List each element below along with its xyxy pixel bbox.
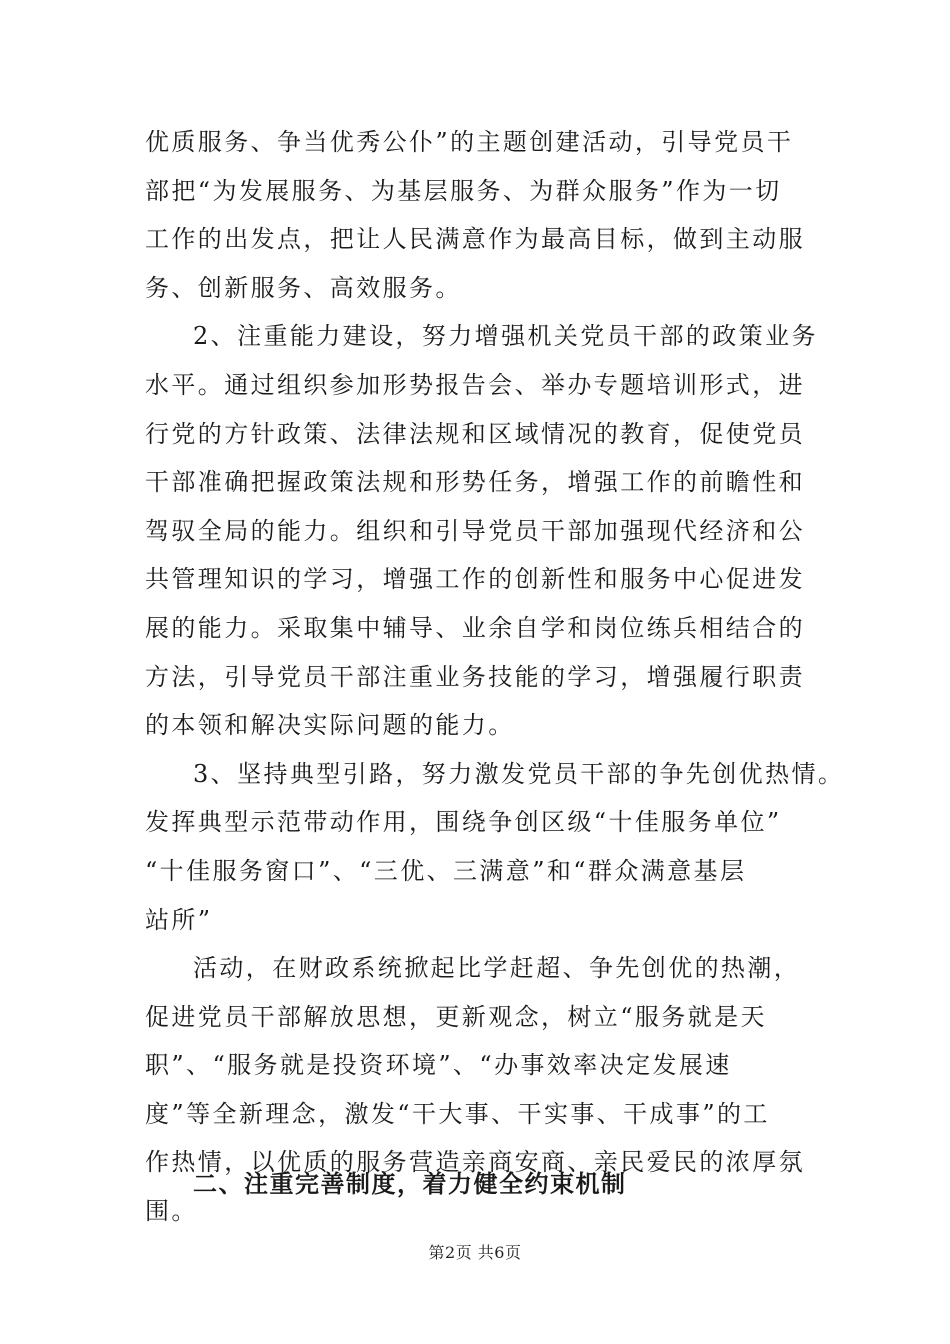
- paragraph-line: 部把“为发展服务、为基层服务、为群众服务”作为一切: [145, 176, 782, 205]
- paragraph-line: 的本领和解决实际问题的能力。: [145, 711, 515, 740]
- paragraph-line: 共管理知识的学习，增强工作的创新性和服务中心促进发: [145, 565, 805, 594]
- paragraph-line: 2、注重能力建设，努力增强机关党员干部的政策业务: [193, 322, 818, 351]
- paragraph-line: 优质服务、争当优秀公仆”的主题创建活动，引导党员干: [145, 128, 794, 156]
- paragraph-line: 促进党员干部解放思想，更新观念，树立“服务就是天: [145, 1002, 767, 1031]
- paragraph-line: 展的能力。采取集中辅导、业余自学和岗位练兵相结合的: [145, 613, 805, 642]
- document-body: [145, 118, 845, 1236]
- paragraph-line: 干部准确把握政策法规和形势任务，增强工作的前瞻性和: [145, 468, 805, 497]
- paragraph-line: 职”、“服务就是投资环境”、“办事效率决定发展速: [145, 1051, 732, 1080]
- paragraph-line: 活动，在财政系统掀起比学赶超、争先创优的热潮，: [193, 954, 801, 983]
- paragraph-line: 行党的方针政策、法律法规和区域情况的教育，促使党员: [145, 419, 805, 448]
- body-paragraph: [145, 312, 818, 749]
- paragraph-line: 度”等全新理念，激发“干大事、干实事、干成事”的工: [145, 1099, 770, 1128]
- paragraph-line: 水平。通过组织参加形势报告会、举办专题培训形式，进: [145, 370, 805, 399]
- paragraph-line: 作热情，以优质的服务营造亲商安商、亲民爱民的浓厚氛: [145, 1148, 805, 1177]
- body-paragraph: [145, 118, 815, 312]
- paragraph-line: 工作的出发点，把让人民满意作为最高目标，做到主动服: [145, 225, 805, 254]
- section-heading: 二、注重完善制度，着力健全约束机制: [193, 1170, 627, 1198]
- paragraph-line: 方法，引导党员干部注重业务技能的学习，增强履行职责: [145, 662, 805, 691]
- page-footer: 第2页 共6页: [428, 1243, 522, 1262]
- paragraph-line: 驾驭全局的能力。组织和引导党员干部加强现代经济和公: [145, 516, 805, 545]
- paragraph-line: 3、坚持典型引路，努力激发党员干部的争先创优热情。: [193, 759, 845, 788]
- paragraph-line: 站所”: [145, 905, 213, 934]
- paragraph-line: 务、创新服务、高效服务。: [145, 273, 462, 302]
- paragraph-line: “十佳服务窗口”、“三优、三满意”和“群众满意基层: [145, 856, 747, 885]
- paragraph-line: 发挥典型示范带动作用，围绕争创区级“十佳服务单位”: [145, 808, 782, 837]
- paragraph-line: 围。: [145, 1197, 198, 1226]
- body-paragraph: [145, 750, 845, 944]
